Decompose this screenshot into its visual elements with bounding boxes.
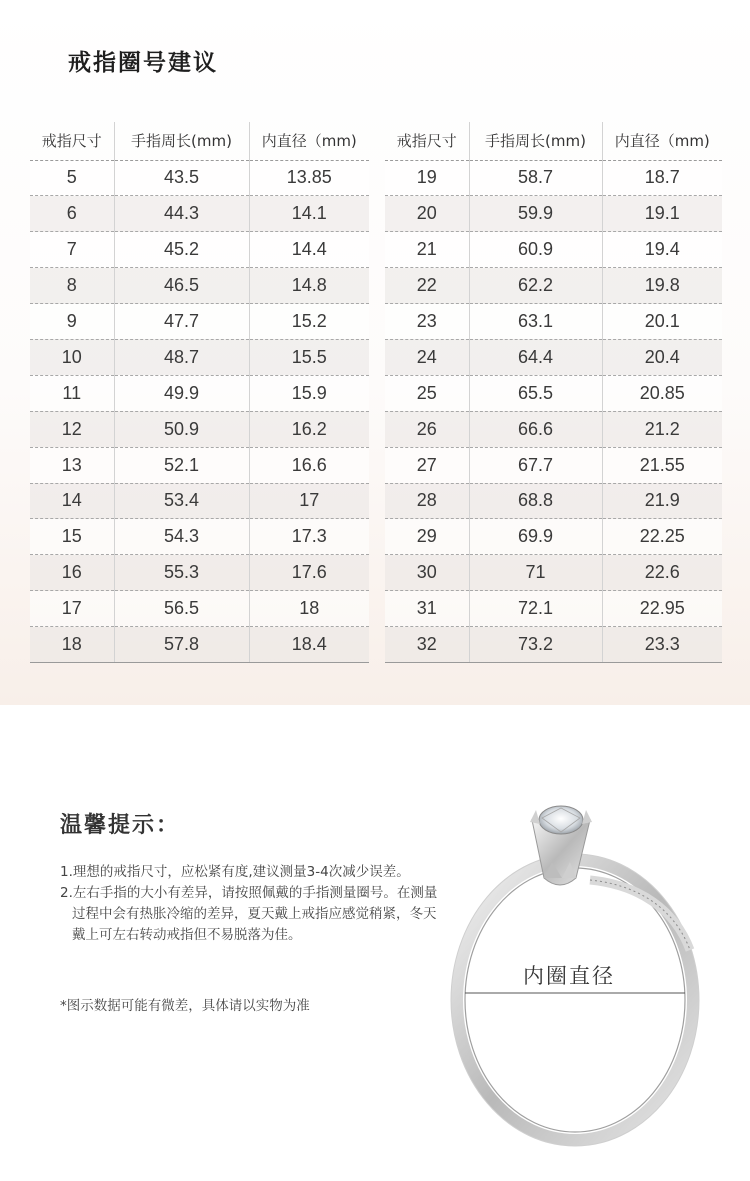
cell-ring-size: 15: [30, 519, 114, 555]
cell-inner-diameter: 14.1: [249, 196, 369, 232]
ring-illustration: [440, 800, 740, 1160]
cell-finger-circumference: 53.4: [114, 483, 249, 519]
cell-finger-circumference: 44.3: [114, 196, 249, 232]
cell-finger-circumference: 58.7: [469, 160, 602, 196]
cell-ring-size: 17: [30, 591, 114, 627]
tips-list: [60, 862, 440, 946]
table-row: [385, 555, 722, 591]
table-row: [385, 447, 722, 483]
cell-ring-size: 32: [385, 627, 469, 663]
table-row: [30, 555, 369, 591]
header-ring-size: 戒指尺寸: [385, 122, 469, 160]
cell-inner-diameter: 18: [249, 591, 369, 627]
table-row: [385, 375, 722, 411]
cell-finger-circumference: 43.5: [114, 160, 249, 196]
table-row: [30, 375, 369, 411]
cell-inner-diameter: 17.3: [249, 519, 369, 555]
cell-finger-circumference: 55.3: [114, 555, 249, 591]
table-row: [385, 411, 722, 447]
cell-ring-size: 9: [30, 304, 114, 340]
table-row: [30, 627, 369, 663]
table-row: [30, 268, 369, 304]
cell-inner-diameter: 23.3: [602, 627, 722, 663]
cell-finger-circumference: 73.2: [469, 627, 602, 663]
table-row: [30, 447, 369, 483]
cell-finger-circumference: 47.7: [114, 304, 249, 340]
tips-title: 温馨提示：: [60, 813, 181, 838]
cell-ring-size: 26: [385, 411, 469, 447]
cell-finger-circumference: 50.9: [114, 411, 249, 447]
cell-inner-diameter: 20.4: [602, 339, 722, 375]
cell-ring-size: 24: [385, 339, 469, 375]
table-row: [385, 160, 722, 196]
tip-item: 1.理想的戒指尺寸，应松紧有度,建议测量3-4次减少误差。: [60, 864, 410, 880]
table-row: [30, 591, 369, 627]
header-inner-diameter: 内直径（mm): [249, 122, 369, 160]
header-inner-diameter: 内直径（mm): [602, 122, 722, 160]
table-row: [385, 232, 722, 268]
cell-ring-size: 30: [385, 555, 469, 591]
table-row: [385, 339, 722, 375]
page-title: 戒指圈号建议: [68, 50, 218, 76]
cell-inner-diameter: 15.9: [249, 375, 369, 411]
cell-finger-circumference: 59.9: [469, 196, 602, 232]
table-row: [385, 483, 722, 519]
cell-inner-diameter: 18.7: [602, 160, 722, 196]
cell-ring-size: 13: [30, 447, 114, 483]
cell-finger-circumference: 57.8: [114, 627, 249, 663]
cell-ring-size: 7: [30, 232, 114, 268]
cell-ring-size: 25: [385, 375, 469, 411]
cell-inner-diameter: 16.2: [249, 411, 369, 447]
cell-finger-circumference: 66.6: [469, 411, 602, 447]
cell-inner-diameter: 13.85: [249, 160, 369, 196]
cell-inner-diameter: 19.1: [602, 196, 722, 232]
cell-inner-diameter: 14.4: [249, 232, 369, 268]
cell-finger-circumference: 64.4: [469, 339, 602, 375]
table-header-row: [30, 122, 369, 160]
header-finger-circumference: 手指周长(mm): [469, 122, 602, 160]
cell-inner-diameter: 21.55: [602, 447, 722, 483]
table-row: [385, 268, 722, 304]
table-row: [30, 411, 369, 447]
cell-finger-circumference: 62.2: [469, 268, 602, 304]
inner-diameter-label: 内圈直径: [523, 964, 615, 988]
cell-inner-diameter: 17.6: [249, 555, 369, 591]
cell-finger-circumference: 49.9: [114, 375, 249, 411]
table-row: [385, 519, 722, 555]
cell-ring-size: 29: [385, 519, 469, 555]
cell-ring-size: 22: [385, 268, 469, 304]
size-table-right: [385, 122, 722, 663]
table-row: [30, 232, 369, 268]
cell-ring-size: 5: [30, 160, 114, 196]
header-ring-size: 戒指尺寸: [30, 122, 114, 160]
size-table-left: [30, 122, 369, 663]
cell-inner-diameter: 18.4: [249, 627, 369, 663]
cell-inner-diameter: 17: [249, 483, 369, 519]
disclaimer-note: *图示数据可能有微差，具体请以实物为准: [60, 998, 310, 1014]
cell-finger-circumference: 67.7: [469, 447, 602, 483]
cell-inner-diameter: 22.95: [602, 591, 722, 627]
cell-finger-circumference: 46.5: [114, 268, 249, 304]
cell-finger-circumference: 71: [469, 555, 602, 591]
cell-inner-diameter: 20.85: [602, 375, 722, 411]
tip-item: 2.左右手指的大小有差异，请按照佩戴的手指测量圈号。在测量过程中会有热胀冷缩的差异，夏天戴上戒指应感觉稍紧，冬天戴上可左右转动戒指但不易脱落为佳。: [60, 885, 438, 943]
cell-finger-circumference: 68.8: [469, 483, 602, 519]
cell-finger-circumference: 60.9: [469, 232, 602, 268]
cell-finger-circumference: 48.7: [114, 339, 249, 375]
cell-finger-circumference: 45.2: [114, 232, 249, 268]
table-header-row: [385, 122, 722, 160]
cell-ring-size: 27: [385, 447, 469, 483]
cell-inner-diameter: 16.6: [249, 447, 369, 483]
table-row: [30, 483, 369, 519]
table-row: [385, 627, 722, 663]
table-row: [385, 196, 722, 232]
cell-finger-circumference: 69.9: [469, 519, 602, 555]
cell-ring-size: 12: [30, 411, 114, 447]
cell-finger-circumference: 63.1: [469, 304, 602, 340]
table-row: [30, 160, 369, 196]
cell-ring-size: 16: [30, 555, 114, 591]
cell-inner-diameter: 21.9: [602, 483, 722, 519]
cell-ring-size: 21: [385, 232, 469, 268]
table-row: [30, 339, 369, 375]
table-row: [385, 304, 722, 340]
cell-inner-diameter: 19.8: [602, 268, 722, 304]
cell-ring-size: 10: [30, 339, 114, 375]
table-row: [385, 591, 722, 627]
cell-inner-diameter: 19.4: [602, 232, 722, 268]
cell-inner-diameter: 15.2: [249, 304, 369, 340]
table-row: [30, 196, 369, 232]
cell-ring-size: 14: [30, 483, 114, 519]
cell-finger-circumference: 54.3: [114, 519, 249, 555]
cell-finger-circumference: 56.5: [114, 591, 249, 627]
cell-ring-size: 18: [30, 627, 114, 663]
cell-inner-diameter: 14.8: [249, 268, 369, 304]
cell-finger-circumference: 52.1: [114, 447, 249, 483]
cell-finger-circumference: 72.1: [469, 591, 602, 627]
cell-ring-size: 23: [385, 304, 469, 340]
cell-ring-size: 31: [385, 591, 469, 627]
header-finger-circumference: 手指周长(mm): [114, 122, 249, 160]
table-row: [30, 519, 369, 555]
cell-ring-size: 19: [385, 160, 469, 196]
cell-ring-size: 28: [385, 483, 469, 519]
cell-inner-diameter: 21.2: [602, 411, 722, 447]
cell-ring-size: 8: [30, 268, 114, 304]
cell-inner-diameter: 15.5: [249, 339, 369, 375]
cell-finger-circumference: 65.5: [469, 375, 602, 411]
cell-inner-diameter: 22.6: [602, 555, 722, 591]
cell-inner-diameter: 22.25: [602, 519, 722, 555]
cell-ring-size: 11: [30, 375, 114, 411]
table-row: [30, 304, 369, 340]
cell-ring-size: 6: [30, 196, 114, 232]
cell-ring-size: 20: [385, 196, 469, 232]
cell-inner-diameter: 20.1: [602, 304, 722, 340]
